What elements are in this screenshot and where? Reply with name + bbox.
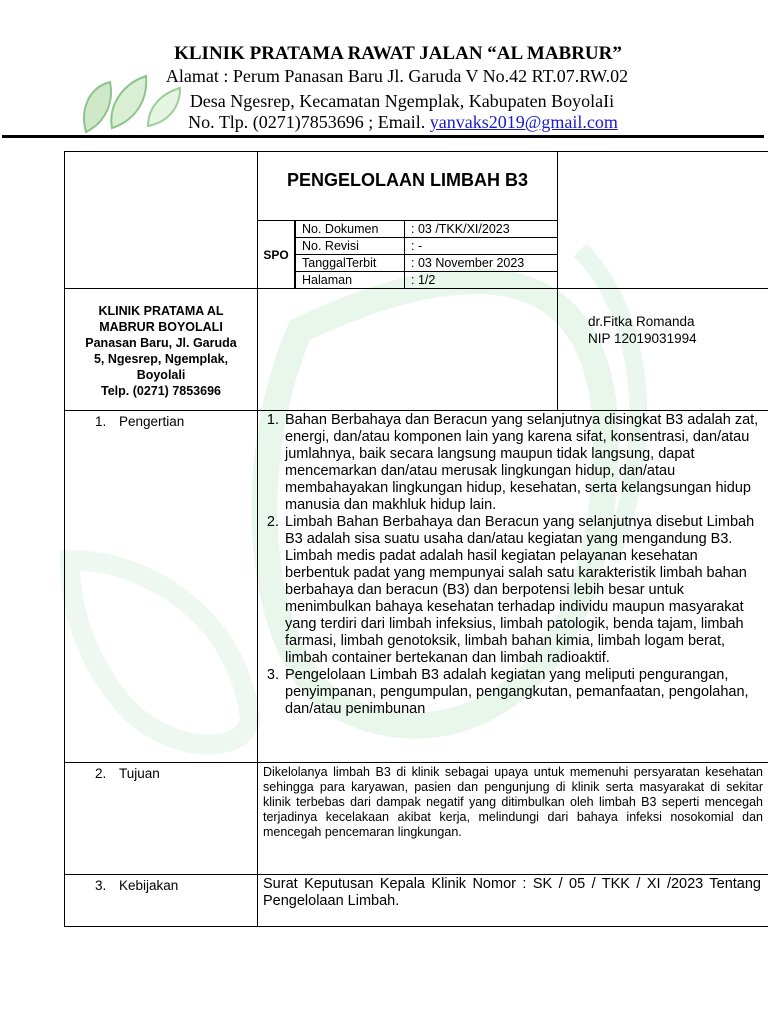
spo-label: SPO <box>258 221 295 289</box>
top-right-cell <box>558 152 768 289</box>
signer-nip: NIP 12019031994 <box>588 330 697 346</box>
meta-table <box>295 221 557 288</box>
title-cell <box>258 152 558 289</box>
kebijakan-text: Surat Keputusan Kepala Klinik Nomor : SK / 05 / TKK / XI /2023 Tentang Pengelolaan Limbah. <box>263 876 761 909</box>
header-divider <box>2 135 764 138</box>
email-link[interactable]: yanvaks2019@gmail.com <box>429 112 618 132</box>
clinic-block-line: Panasan Baru, Jl. Garuda <box>85 336 237 350</box>
document-title: PENGELOLAAN LIMBAH B3 <box>286 170 528 190</box>
logo-cell <box>65 152 258 289</box>
contact-line <box>0 112 768 133</box>
meta-value: : 03 /TKK/XI/2023 <box>405 221 558 238</box>
section-content <box>258 875 768 927</box>
meta-value: : - <box>405 238 558 255</box>
meta-value: : 03 November 2023 <box>405 255 558 272</box>
meta-label: Halaman <box>296 272 405 289</box>
clinic-block <box>65 289 258 411</box>
meta-wrapper <box>258 220 557 288</box>
meta-row <box>296 238 558 255</box>
meta-row <box>296 272 558 289</box>
section-label: Kebijakan <box>119 878 179 893</box>
clinic-block-line: Telp. (0271) 7853696 <box>101 384 221 398</box>
tujuan-text: Dikelolanya limbah B3 di klinik sebagai upaya untuk memenuhi persyaratan kesehatan sehingga para karyawan, pasien dan pengunjung di klinik serta masyarakat di sekitar klinik terbebas dari dampak negatif yang ditimbulkan oleh limbah B3 seperti mencegah terjadinya kecelakaan akibat kerja, melindungi dari bahaya infeksi nosokomial dan mencegah pencemaran lingkungan. <box>263 765 763 839</box>
clinic-block-line: MABRUR BOYOLALI <box>99 320 223 334</box>
section-label-cell <box>65 411 258 763</box>
section-label: Tujuan <box>119 766 160 781</box>
definition-item: 3. Pengelolaan Limbah B3 adalah kegiatan yang meliputi pengurangan, penyimpanan, pengumpulan, pengangkutan, pemanfaatan, pengolahan, dan/atau penimbunan <box>283 667 763 718</box>
clinic-block-line: Boyolali <box>136 368 186 382</box>
meta-value: : 1/2 <box>405 272 558 289</box>
clinic-block-line: 5, Ngesrep, Ngemplak, <box>93 352 229 366</box>
section-content <box>258 763 768 875</box>
address-line-1: Alamat : Perum Panasan Baru Jl. Garuda V No.42 RT.07.RW.02 <box>165 66 629 86</box>
signer-name: dr.Fitka Romanda <box>588 313 695 329</box>
section-number: 1. <box>95 414 107 429</box>
meta-label: No. Revisi <box>296 238 405 255</box>
section-content <box>258 411 768 763</box>
section-label: Pengertian <box>119 414 185 429</box>
address-line-2: Desa Ngesrep, Kecamatan Ngemplak, Kabupaten BoyolaIi <box>189 91 615 111</box>
section-number: 2. <box>95 766 107 781</box>
meta-label: No. Dokumen <box>296 221 405 238</box>
meta-row <box>296 255 558 272</box>
definition-list <box>258 412 768 718</box>
section-pengertian <box>65 411 768 763</box>
clinic-name: KLINIK PRATAMA RAWAT JALAN “AL MABRUR” <box>174 43 622 64</box>
meta-row <box>296 221 558 238</box>
spo-table <box>64 151 768 927</box>
signer-cell <box>558 289 768 411</box>
middle-blank-cell <box>258 289 558 411</box>
section-tujuan <box>65 763 768 875</box>
definition-item: 2. Limbah Bahan Berbahaya dan Beracun yang selanjutnya disebut Limbah B3 adalah sisa suatu usaha dan/atau kegiatan yang mengandung B3. Limbah medis padat adalah hasil kegiatan pelayanan kesehatan berbentuk padat yang mempunyai salah satu karakteristik limbah bahan berbahaya dan beracun (B3) dan berpotensi lebih besar untuk menimbulkan bahaya kesehatan terhadap individu maupun masyarakat yang terdiri dari limbah infeksius, limbah patologik, benda tajam, limbah farmasi, limbah genotoksik, limbah bahan kimia, limbah logam berat, limbah container bertekanan dan limbah radioaktif. <box>283 514 763 667</box>
definition-item: 1. Bahan Berbahaya dan Beracun yang selanjutnya disingkat B3 adalah zat, energi, dan/atau komponen lain yang karena sifat, konsentrasi, dan/atau jumlahnya, baik secara langsung maupun tidak langsung, dapat mencemarkan dan/atau merusak lingkungan hidup, dan/atau membahayakan lingkungan hidup, kesehatan, serta kelangsungan hidup manusia dan makhluk hidup lain. <box>283 412 763 514</box>
section-label-cell <box>65 875 258 927</box>
contact-phone: No. Tlp. (0271)7853696 ; Email. <box>188 112 430 132</box>
clinic-block-line: KLINIK PRATAMA AL <box>98 304 224 318</box>
section-number: 3. <box>95 878 107 893</box>
section-kebijakan <box>65 875 768 927</box>
meta-cell <box>295 221 558 289</box>
section-label-cell <box>65 763 258 875</box>
meta-label: TanggalTerbit <box>296 255 405 272</box>
